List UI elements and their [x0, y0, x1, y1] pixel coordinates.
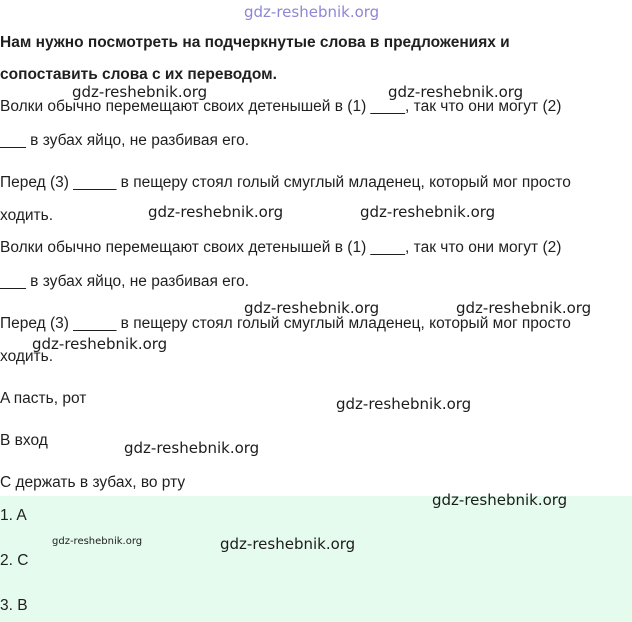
watermark: gdz-reshebnik.org — [456, 299, 592, 317]
answer-3: 3. B — [0, 597, 28, 614]
instruction-line-2: сопоставить слова с их переводом. — [0, 66, 277, 83]
answer-1: 1. A — [0, 507, 27, 524]
option-c: C держать в зубах, во рту — [0, 474, 186, 491]
option-b: B вход — [0, 432, 48, 449]
instruction-line-1: Нам нужно посмотреть на подчеркнутые слова в предложениях и — [0, 34, 510, 51]
sentence-1-line-2: ___ в зубах яйцо, не разбивая его. — [0, 132, 250, 149]
sentence-3-line-2: ___ в зубах яйцо, не разбивая его. — [0, 273, 250, 290]
watermark: gdz-reshebnik.org — [148, 203, 284, 221]
option-a: A пасть, рот — [0, 390, 87, 407]
answer-2: 2. C — [0, 552, 29, 569]
watermark-top: gdz-reshebnik.org — [244, 3, 380, 21]
watermark: gdz-reshebnik.org — [432, 491, 568, 509]
watermark: gdz-reshebnik.org — [360, 203, 496, 221]
sentence-4-line-1: Перед (3) _____ в пещеру стоял голый смуглый младенец, который мог просто — [0, 315, 571, 332]
watermark: gdz-reshebnik.org — [72, 83, 208, 101]
sentence-4-line-2: ходить. — [0, 348, 54, 365]
sentence-2-line-1: Перед (3) _____ в пещеру стоял голый смуглый младенец, который мог просто — [0, 174, 571, 191]
sentence-3-line-1: Волки обычно перемещают своих детенышей в (1) ____, так что они могут (2) — [0, 239, 562, 256]
watermark: gdz-reshebnik.org — [124, 439, 260, 457]
watermark: gdz-reshebnik.org — [52, 536, 143, 547]
answers-panel — [0, 496, 632, 622]
sentence-1-line-1: Волки обычно перемещают своих детенышей в (1) ____, так что они могут (2) — [0, 98, 562, 115]
watermark: gdz-reshebnik.org — [32, 335, 168, 353]
watermark: gdz-reshebnik.org — [336, 395, 472, 413]
watermark: gdz-reshebnik.org — [388, 83, 524, 101]
watermark: gdz-reshebnik.org — [220, 535, 356, 553]
watermark: gdz-reshebnik.org — [244, 299, 380, 317]
sentence-2-line-2: ходить. — [0, 207, 54, 224]
